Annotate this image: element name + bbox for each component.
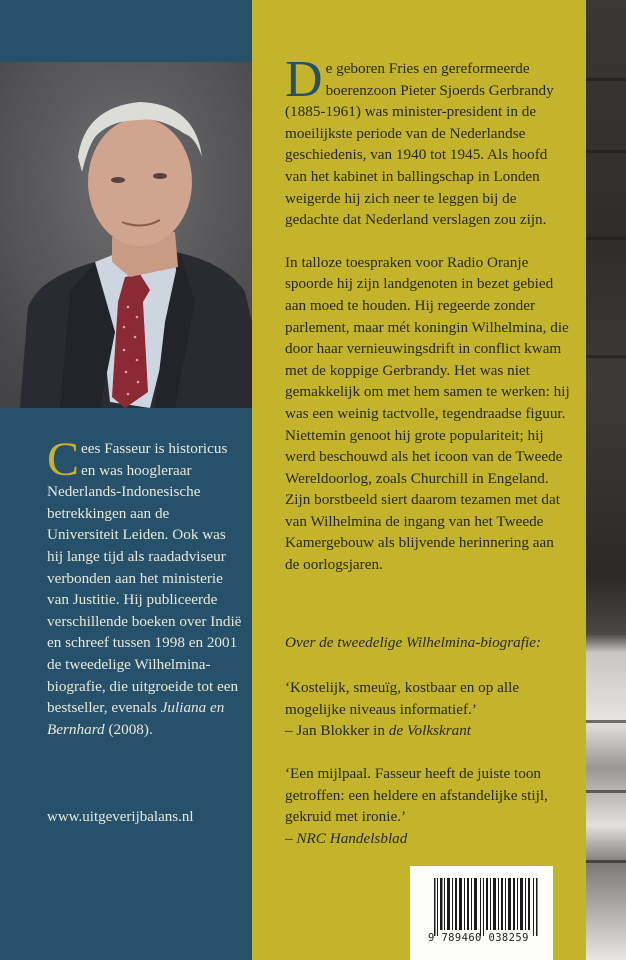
- review-quote-2: [285, 763, 570, 849]
- author-photo: [0, 62, 252, 408]
- back-cover-blurb: [285, 51, 570, 576]
- reviews-heading: Over de tweedelige Wilhelmina-biografie:: [285, 634, 542, 651]
- review-quote-text: ‘Een mijlpaal. Fasseur heeft de juiste toon getroffen: een heldere en afstandelijke stijl, gekruid met ironie.’: [285, 765, 548, 826]
- blurb-paragraph-1: [285, 51, 570, 231]
- barcode-icon: [434, 878, 538, 936]
- blurb-paragraph-2: In talloze toespraken voor Radio Oranje spoorde hij zijn landgenoten in bezet gebied aan moed te houden. Hij regeerde zonder parlement, maar mét koningin Wilhelmina, die door haar vernieuwingsdrift in conflict kwam met de koppige Gerbrandy. Het was niet gemakkelijk om met hem samen te werken: hij was een weinig tactvolle, tegendraadse figuur. Niettemin genoot hij grote populariteit; hij werd beschouwd als het icoon van de Tweede Wereldoorlog, zoals Churchill in Engeland. Zijn borstbeeld siert daarom tezamen met dat van Wilhelmina de ingang van het Tweede Kamergebouw als blijvende herinnering aan de oorlogsjaren.: [285, 253, 570, 574]
- review-source: de Volkskrant: [388, 722, 472, 740]
- isbn-barcode: [410, 866, 553, 960]
- review-quote-text: ‘Kostelijk, smeuïg, kostbaar en op alle mogelijke niveaus informatief.’: [285, 679, 520, 718]
- attribution-prefix: –: [285, 829, 297, 847]
- book-title: Juliana en Bernhard: [47, 699, 225, 738]
- isbn-number: 9 789460 038259: [428, 932, 529, 944]
- author-bio: [47, 433, 243, 740]
- drop-cap: D: [285, 51, 323, 108]
- publisher-website-link[interactable]: www.uitgeverijbalans.nl: [47, 809, 194, 825]
- cover-edge-photo: [586, 0, 626, 960]
- drop-cap: C: [47, 433, 80, 486]
- attribution-prefix: – Jan Blokker in: [285, 722, 389, 740]
- author-bio-text: ees Fasseur is historicus en was hoogleraar Nederlands-Indonesische betrekkingen aan de Universiteit Leiden. Ook was hij lange tijd als raadadviseur verbonden aan het ministerie van Justitie. Hij publiceerde verschillende boeken over Indië en schreef tussen 1998 en 2001 de tweedelige Wilhelmina-biografie, die uitgroeide tot een bestseller, evenals: [47, 440, 242, 717]
- portrait-illustration: [0, 62, 252, 408]
- author-bio-text-end: (2008).: [104, 720, 153, 738]
- review-attribution: [285, 828, 570, 850]
- review-attribution: [285, 720, 570, 742]
- review-quote-1: [285, 677, 570, 742]
- blurb-paragraph-1-text: e geboren Fries en gereformeerde boerenzoon Pieter Sjoerds Gerbrandy (1885-1961) was minister-president in de moeilijkste periode van de Nederlandse geschiedenis, van 1940 tot 1945. Als hoofd van het kabinet in ballingschap in Londen weigerde hij zich neer te leggen bij de gedachte dat Nederland verslagen zou zijn.: [285, 60, 554, 229]
- review-source: NRC Handelsblad: [296, 829, 408, 847]
